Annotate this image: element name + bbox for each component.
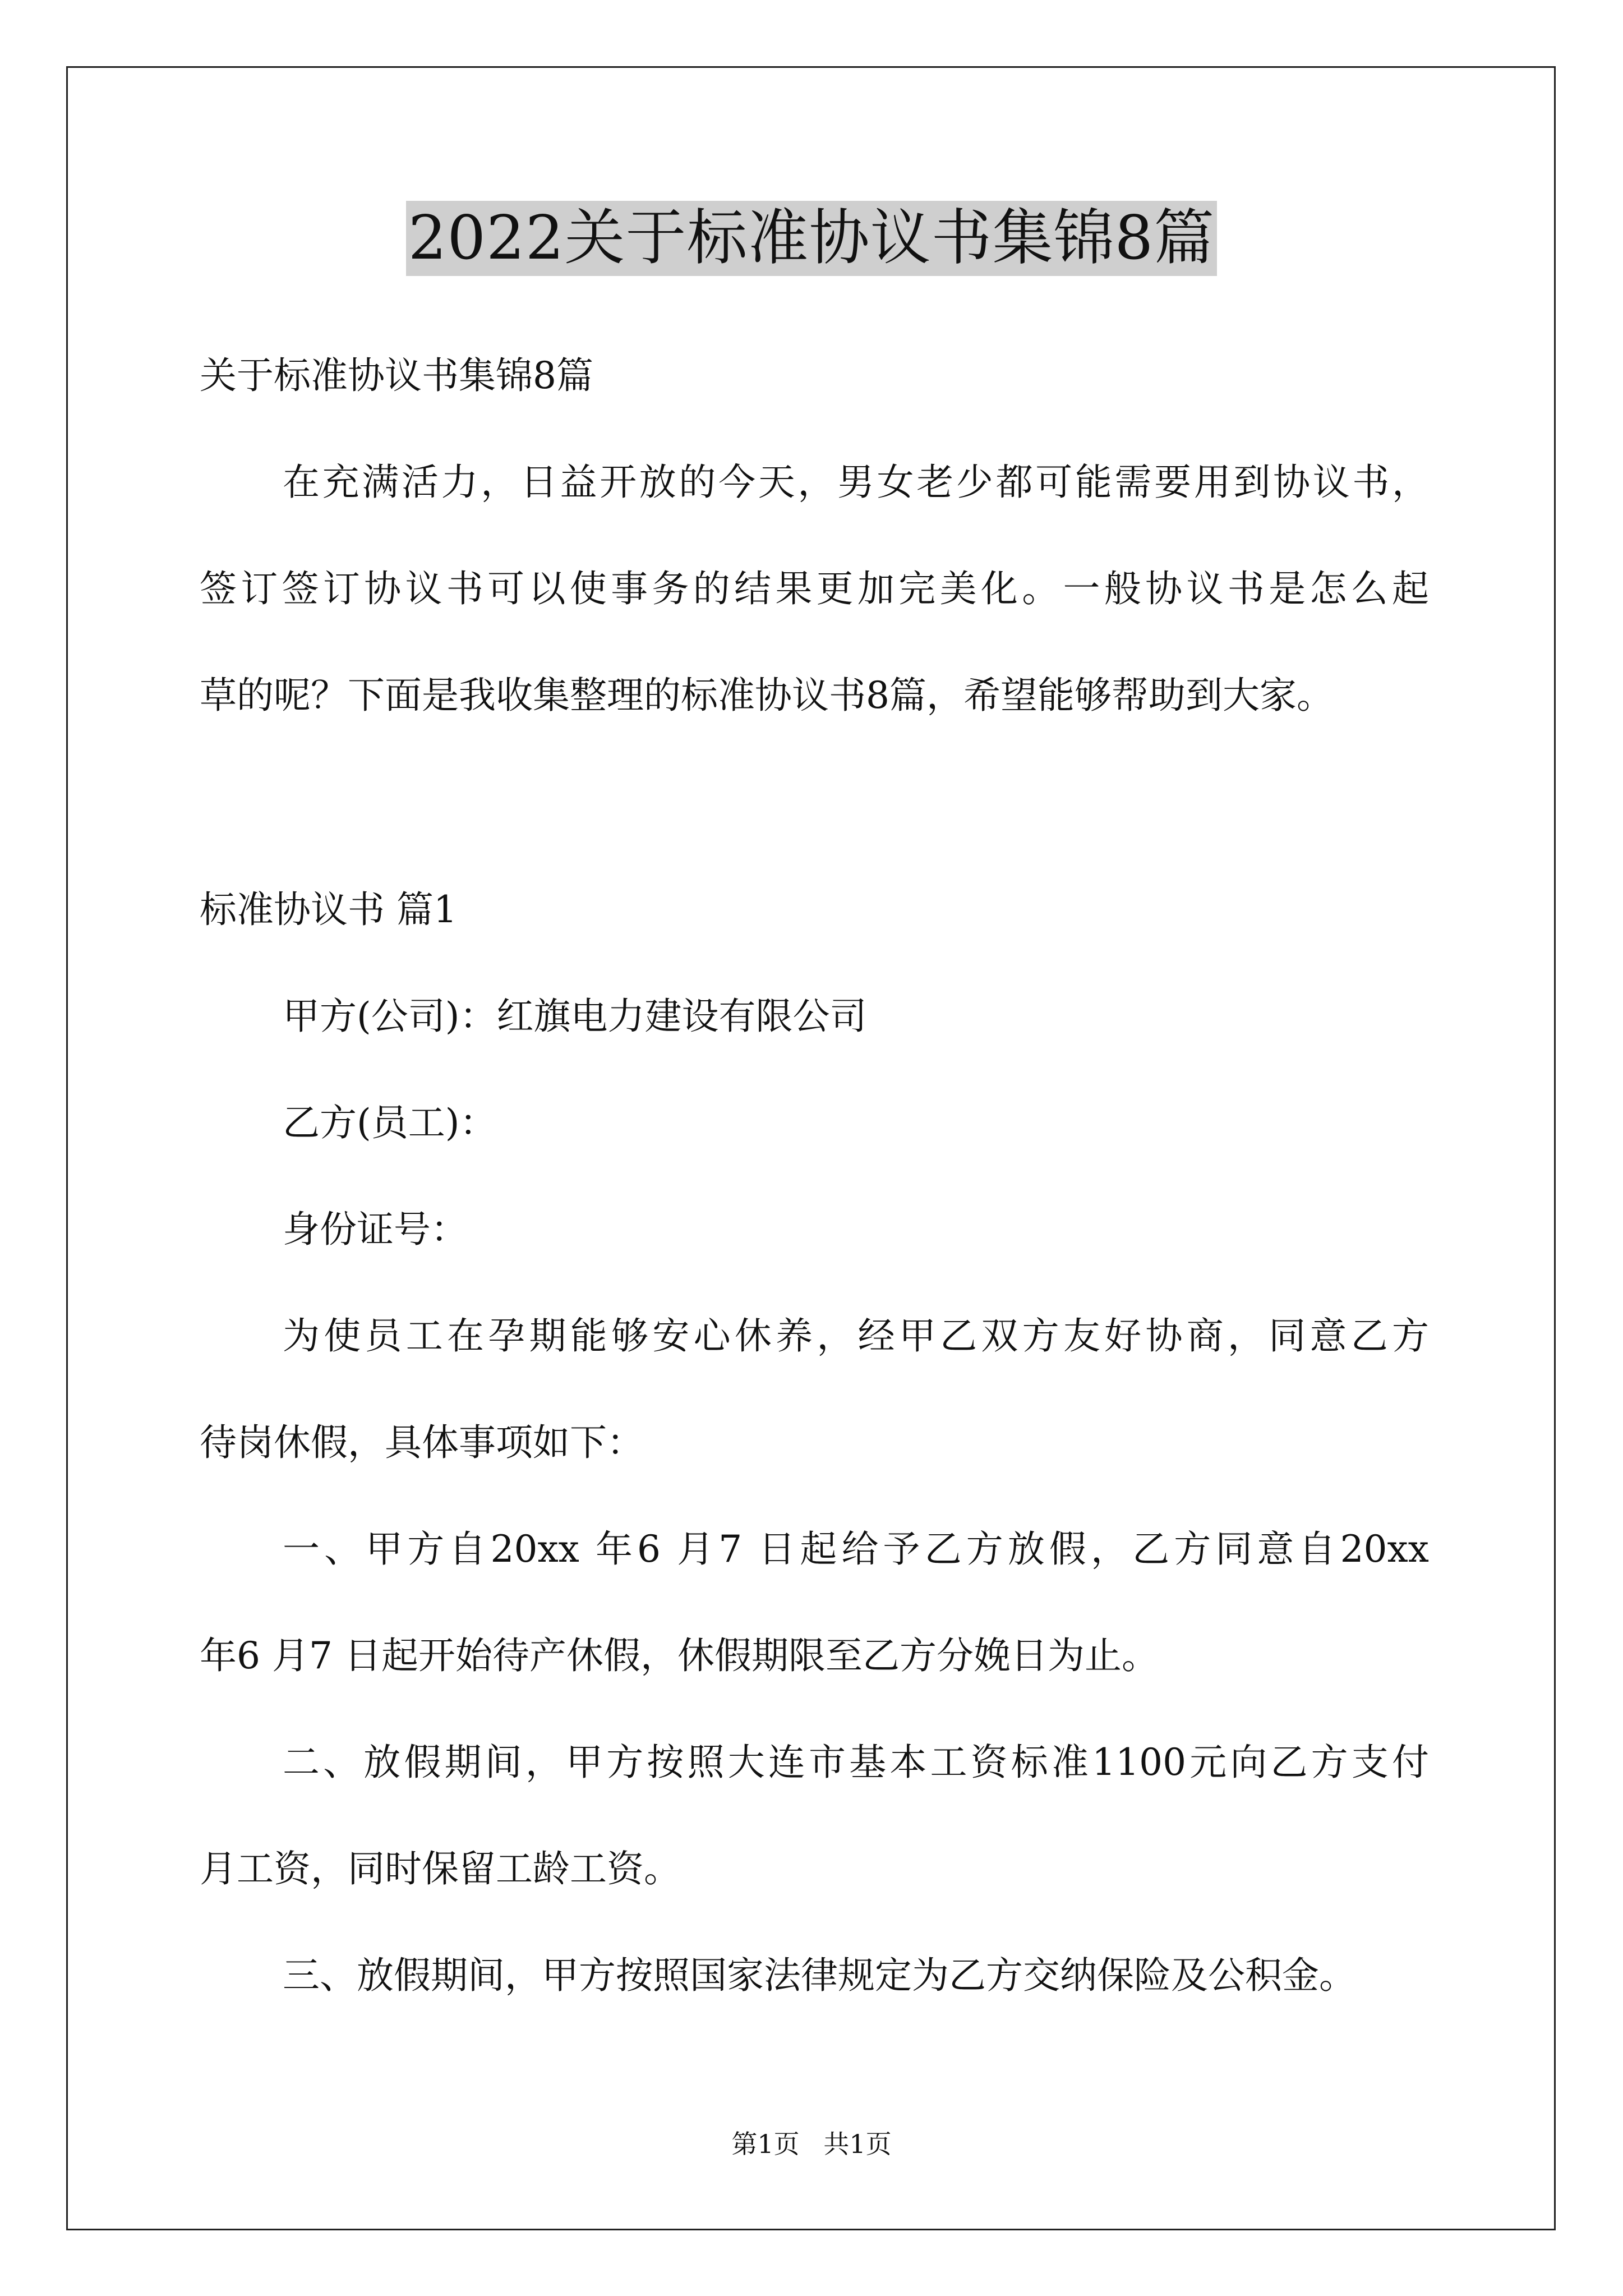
document-title: 2022关于标准协议书集锦8篇 (406, 201, 1218, 276)
clause-2-line-2: 月工资，同时保留工龄工资。 (200, 1847, 681, 1890)
page-number: 第1页 (731, 2129, 800, 2159)
page-footer (0, 2128, 1623, 2160)
intro-line-3: 草的呢？下面是我收集整理的标准协议书8篇，希望能够帮助到大家。 (200, 674, 1334, 717)
purpose-line-2: 待岗休假，具体事项如下： (200, 1421, 644, 1464)
party-a-line: 甲方(公司)：红旗电力建设有限公司 (283, 995, 867, 1038)
clause-1-line-2: 年6 月7 日起开始待产休假，休假期限至乙方分娩日为止。 (200, 1634, 1159, 1677)
title-container (0, 201, 1623, 276)
clause-3-line: 三、放假期间，甲方按照国家法律规定为乙方交纳保险及公积金。 (283, 1954, 1356, 1997)
document-subtitle: 关于标准协议书集锦8篇 (200, 354, 593, 397)
section-heading: 标准协议书 篇1 (200, 888, 457, 931)
page-total: 共1页 (823, 2129, 892, 2159)
intro-line-1: 在充满活力，日益开放的今天，男女老少都可能需要用到协议书， (283, 461, 1429, 504)
intro-line-2: 签订签订协议书可以使事务的结果更加完美化。一般协议书是怎么起 (200, 567, 1429, 610)
purpose-line-1: 为使员工在孕期能够安心休养，经甲乙双方友好协商，同意乙方 (283, 1314, 1429, 1358)
clause-1-line-1: 一、甲方自20xx 年6 月7 日起给予乙方放假，乙方同意自20xx (283, 1527, 1429, 1571)
party-b-line: 乙方(员工)： (283, 1101, 497, 1144)
clause-2-line-1: 二、放假期间，甲方按照大连市基本工资标准1100元向乙方支付 (283, 1741, 1429, 1784)
id-number-line: 身份证号： (283, 1208, 468, 1251)
